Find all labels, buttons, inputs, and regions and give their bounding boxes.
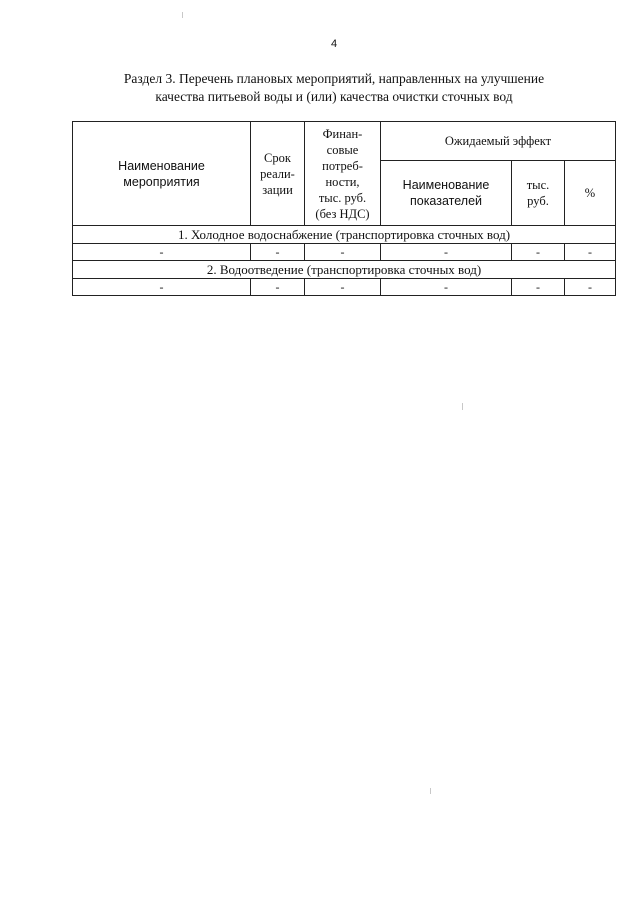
- table-cell: -: [73, 279, 251, 296]
- header-expected-effect: Ожидаемый эффект: [381, 122, 616, 161]
- header-fin-line-3: потреб-: [322, 158, 363, 173]
- section-row-wastewater: 2. Водоотведение (транспортировка сточных вод): [73, 261, 616, 279]
- section-title-line-2: качества питьевой воды и (или) качества очистки сточных вод: [155, 89, 513, 104]
- table-cell: -: [381, 279, 512, 296]
- header-fin-line-2: совые: [326, 142, 359, 157]
- table-cell: -: [381, 244, 512, 261]
- page-number: 4: [330, 38, 338, 50]
- header-fin-line-6: (без НДС): [315, 206, 370, 221]
- header-term: [251, 122, 305, 226]
- header-measure-name-text: Наименование мероприятия: [118, 158, 205, 189]
- table-cell: -: [251, 244, 305, 261]
- header-thousand-rub-line-2: руб.: [527, 194, 549, 208]
- header-term-line-3: зации: [262, 182, 293, 197]
- header-percent: %: [565, 161, 616, 226]
- table-cell: -: [512, 279, 565, 296]
- header-thousand-rub: [512, 161, 565, 226]
- section-row-cold-water: 1. Холодное водоснабжение (транспортировка сточных вод): [73, 226, 616, 244]
- header-measure-name: [73, 122, 251, 226]
- scan-mark: [462, 403, 463, 410]
- header-financial-needs: [305, 122, 381, 226]
- table-cell: -: [565, 279, 616, 296]
- scan-mark: [430, 788, 431, 794]
- header-indicator-name: [381, 161, 512, 226]
- table-cell: -: [305, 244, 381, 261]
- scan-mark: [182, 12, 183, 18]
- table-cell: -: [512, 244, 565, 261]
- table-cell: -: [565, 244, 616, 261]
- section-title-line-1: Раздел 3. Перечень плановых мероприятий, направленных на улучшение: [123, 71, 545, 86]
- table-cell: -: [305, 279, 381, 296]
- measures-table: [72, 121, 616, 296]
- header-fin-line-5: тыс. руб.: [318, 190, 367, 205]
- header-thousand-rub-line-1: тыс.: [526, 178, 550, 192]
- header-indicator-line-2: показателей: [409, 194, 483, 208]
- table-cell: -: [73, 244, 251, 261]
- header-term-line-1: Срок: [264, 150, 291, 165]
- header-fin-line-1: Финан-: [322, 126, 363, 141]
- section-title: [60, 70, 608, 106]
- header-fin-line-4: ности,: [325, 174, 360, 189]
- table-cell: -: [251, 279, 305, 296]
- header-term-line-2: реали-: [260, 166, 295, 181]
- header-indicator-line-1: Наименование: [402, 178, 490, 192]
